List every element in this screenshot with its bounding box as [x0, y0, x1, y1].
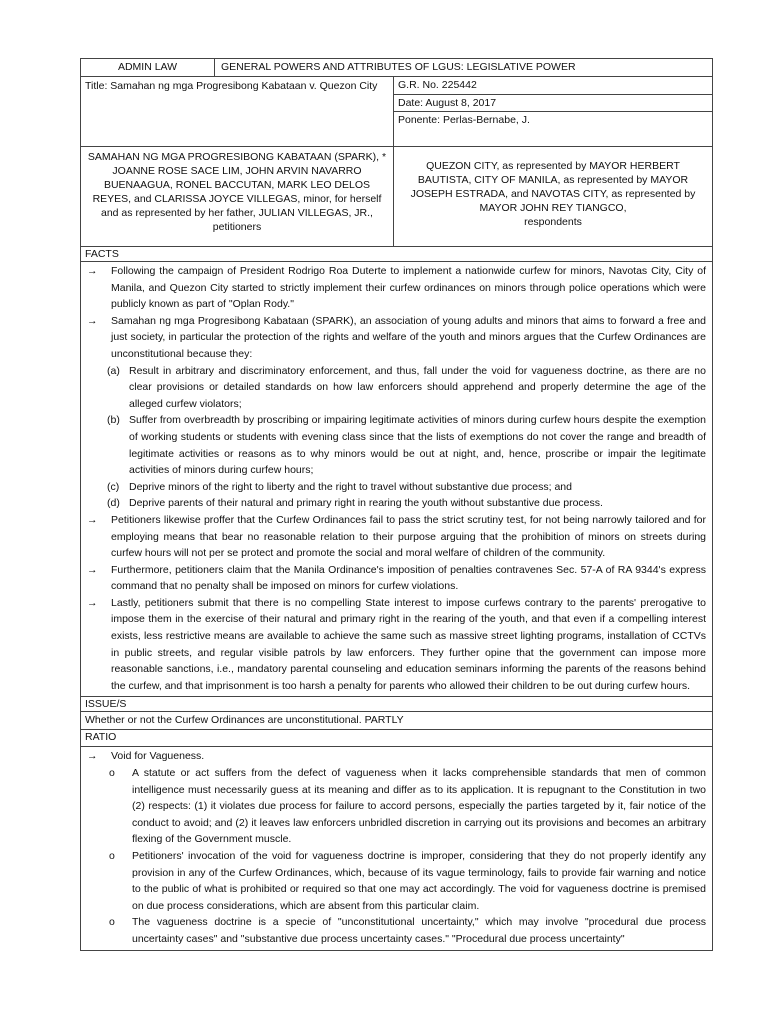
arrow-icon: →	[87, 750, 98, 763]
fact-text: Petitioners likewise proffer that the Curfew Ordinances fail to pass the strict scrutiny test, for not being narrowly tailored and for employing means that bear no reasonable relation to their purpose arguing that the prohibition of minors on streets during curfew hours will not per se protect and promote the social and moral welfare of children of the community.	[111, 513, 706, 560]
ratio-item-title: Void for Vagueness.	[111, 750, 205, 763]
ratio-bullet	[85, 848, 706, 914]
case-digest-sheet	[80, 58, 713, 951]
ratio-bullet-text: The vagueness doctrine is a specie of "unconstitutional uncertainty," which may involve "procedural due process uncertainty cases" and "substantive due process uncertainty cases." "Procedural due process uncertainty"	[132, 916, 706, 945]
parties-row	[81, 146, 712, 246]
header-row	[81, 58, 712, 76]
facts-item	[85, 263, 706, 313]
ponente: Ponente: Perlas-Bernabe, J.	[398, 114, 530, 126]
fact-subitem	[85, 495, 706, 512]
fact-text: Following the campaign of President Rodrigo Roa Duterte to implement a nationwide curfew for minors, Navotas City, City of Manila, and Quezon City started to strictly implement their curfew ordinances on minors through police operations which were publicly known as part of "Oplan Rody."	[111, 265, 706, 311]
subitem-text: Deprive parents of their natural and primary right in rearing the youth without substantive due process.	[129, 497, 603, 510]
subitem-label: (b)	[107, 414, 120, 427]
issue-text: Whether or not the Curfew Ordinances are unconstitutional. PARTLY	[81, 712, 712, 730]
petitioners-label: petitioners	[212, 221, 262, 233]
petitioners-names: SAMAHAN NG MGA PROGRESIBONG KABATAAN (SPARK), * JOANNE ROSE SACE LIM, JOHN ARVIN NAVARRO BUENAAGUA, RONEL BACCUTAN, MARK LEO DELOS REYES, and CLARISSA JOYCE VILLEGAS, minor, for herself and as represented by her father, JULIAN VILLEGAS, JR.,	[87, 151, 387, 219]
facts-body	[81, 262, 712, 696]
subitem-label: (a)	[107, 364, 120, 377]
fact-text: Lastly, petitioners submit that there is no compelling State interest to impose curfews contrary to the parents' prerogative to impose them in the exercise of their natural and primary right in the rearing of the youth, and that even if a compelling interest exists, less restrictive means are available to achieve the same such as massive street lighting programs, installation of CCTVs in public streets, and regular visible patrols by law enforcers. They further opine that the government can impose more reasonable sanctions, i.e., mandatory parental counseling and education seminars informing the parents of the reasons behind the curfew, and that imprisonment is too harsh a penalty for parents who allowed their children to be out during curfew hours.	[111, 596, 706, 692]
ratio-item	[85, 748, 706, 765]
ratio-bullet-text: Petitioners' invocation of the void for vagueness doctrine is improper, considering that they do not properly identify any provision in any of the Curfew Ordinances, which, because of its vague terminology, fails to provide fair warning and notice to the public of what is prohibited or required so that one may act accordingly. The void for vagueness doctrine is premised on due process considerations, which are absent from this particular claim.	[132, 850, 706, 912]
fact-subitem	[85, 479, 706, 496]
case-title: Title: Samahan ng mga Progresibong Kabataan v. Quezon City	[81, 77, 394, 146]
arrow-icon: →	[87, 314, 98, 327]
case-info-row	[81, 76, 712, 146]
fact-text: Furthermore, petitioners claim that the Manila Ordinance's imposition of penalties contravenes Sec. 57-A of RA 9344's express command that no penalty shall be imposed on minors for curfew violations.	[111, 563, 706, 593]
subject-label: ADMIN LAW	[81, 59, 215, 76]
subitem-text: Result in arbitrary and discriminatory enforcement, and thus, fall under the void for vagueness doctrine, as there are no clear provisions or detailed standards on how law enforcers should apprehend and properly determine the age of the alleged curfew violators;	[129, 364, 706, 410]
ratio-bullet-text: A statute or act suffers from the defect of vagueness when it lacks comprehensible standards that men of common intelligence must necessarily guess at its meaning and differ as to its application. It is repugnant to the Constitution in two (2) respects: (1) it violates due process for failure to accord persons, especially the parties targeted by it, fair notice of the conduct to avoid; and (2) it leaves law enforcers unbridled discretion in carrying out its provisions and becomes an arbitrary flexing of the Government muscle.	[132, 767, 706, 846]
ratio-bullet	[85, 765, 706, 848]
respondents-names: QUEZON CITY, as represented by MAYOR HERBERT BAUTISTA, CITY OF MANILA, as represented by MAYOR JOSEPH ESTRADA, and NAVOTAS CITY, as represented by MAYOR JOHN REY TIANGCO,	[410, 160, 696, 214]
gr-number: G.R. No. 225442	[394, 77, 712, 95]
subitem-text: Suffer from overbreadth by proscribing or impairing legitimate activities of minors during curfew hours despite the exemption of working students or students with evening class since that the lists of exemptions do not cover the range and breadth of legitimate activities or reasons as to why minors would be out at night, and, hence, proscribe or impair the legitimate activities of minors during curfew hours;	[129, 414, 706, 477]
petitioners-cell	[81, 147, 394, 246]
facts-item	[85, 595, 706, 695]
bullet-icon: o	[109, 767, 115, 780]
subitem-text: Deprive minors of the right to liberty and the right to travel without substantive due process; and	[129, 480, 572, 493]
subitem-label: (d)	[107, 497, 120, 510]
facts-item	[85, 313, 706, 363]
arrow-icon: →	[87, 563, 98, 576]
ratio-body	[81, 747, 712, 950]
case-date: Date: August 8, 2017	[394, 95, 712, 113]
ratio-bullet	[85, 914, 706, 947]
facts-item	[85, 562, 706, 595]
arrow-icon: →	[87, 265, 98, 277]
bullet-icon: o	[109, 850, 115, 862]
respondents-label: respondents	[524, 216, 582, 228]
case-meta	[394, 77, 712, 146]
facts-item	[85, 512, 706, 562]
subitem-label: (c)	[107, 480, 120, 493]
fact-subitem	[85, 363, 706, 413]
bullet-icon: o	[109, 916, 115, 929]
arrow-icon: →	[87, 596, 98, 609]
fact-text: Samahan ng mga Progresibong Kabataan (SPARK), an association of young adults and minors that aims to forward a free and just society, in particular the protection of the rights and welfare of the youth and minors argues that the Curfew Ordinances are unconstitutional because they:	[111, 314, 706, 360]
fact-subitem	[85, 412, 706, 478]
topic-label: GENERAL POWERS AND ATTRIBUTES OF LGUS: LEGISLATIVE POWER	[221, 61, 576, 73]
respondents-cell	[394, 147, 712, 246]
facts-heading: FACTS	[81, 246, 712, 262]
ratio-heading: RATIO	[81, 730, 712, 747]
issues-heading: ISSUE/S	[81, 696, 712, 712]
arrow-icon: →	[87, 513, 98, 526]
